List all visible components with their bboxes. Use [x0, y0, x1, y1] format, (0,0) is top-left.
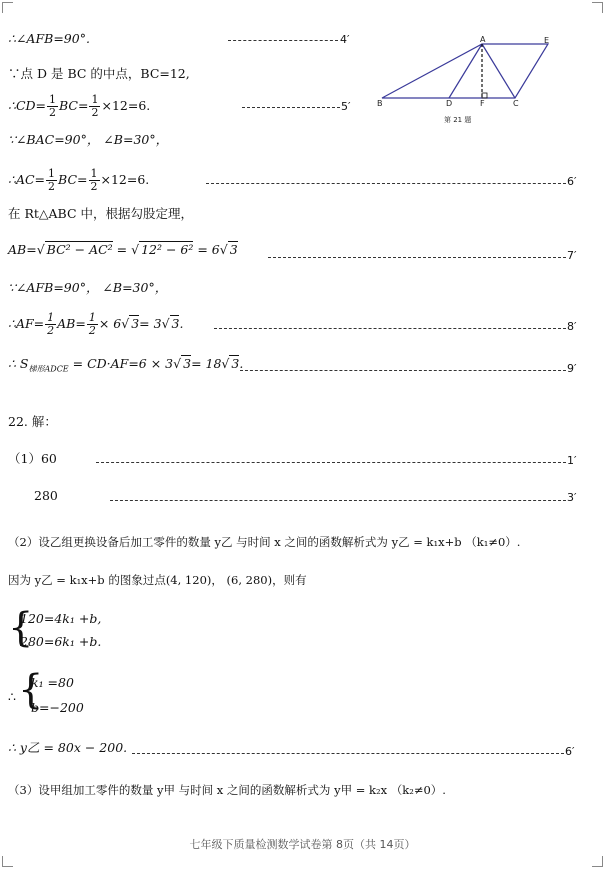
fraction-half	[89, 168, 100, 193]
frac-num: 1	[48, 167, 56, 180]
text-ab2: AB=	[57, 316, 86, 331]
text-af: ∴AF=	[8, 316, 45, 331]
text-ab: AB=	[8, 242, 37, 257]
leader-dots	[110, 500, 566, 501]
fraction-half	[46, 168, 57, 193]
frac-num: 1	[88, 311, 96, 324]
fraction-half	[89, 94, 100, 119]
step-ab: AB=√ BC² − AC² = √ 12² − 6² = 6√ 3	[8, 242, 238, 257]
frac-num: 1	[47, 311, 55, 324]
fraction-half	[87, 312, 98, 337]
answer-2-function: ∴ y乙 = 80x − 200.	[8, 740, 128, 755]
score-mark-4: 4′	[340, 33, 350, 46]
score-mark-3: 3′	[567, 491, 577, 504]
text-s: ∴ S	[8, 356, 29, 371]
frac-den: 2	[49, 106, 57, 119]
score-mark-6b: 6′	[565, 745, 575, 758]
score-mark-8: 8′	[567, 320, 577, 333]
label-e: E	[544, 36, 550, 45]
text-ac: ∴AC=	[8, 172, 46, 187]
label-f: F	[480, 99, 485, 108]
frac-den: 2	[47, 324, 55, 337]
fraction-half	[45, 312, 56, 337]
equation-1: 120=4k₁ +b,	[20, 611, 102, 626]
answer-1-280: 280	[34, 488, 58, 503]
leader-dots	[96, 462, 566, 463]
figure-caption: 第 21 题	[444, 116, 472, 124]
leader-dots	[206, 183, 566, 184]
brace-left: {	[8, 605, 34, 651]
leader-dots	[228, 40, 338, 41]
label-b: B	[377, 99, 383, 108]
part-3-setup: （3）设甲组加工零件的数量 y甲 与时间 x 之间的函数解析式为 y甲 = k₂x （k₂≠0）.	[8, 783, 446, 797]
leader-dots	[214, 328, 566, 329]
frac-den: 2	[48, 180, 56, 193]
brace-left: {	[18, 667, 44, 713]
step-angles: ∵∠BAC=90°， ∠B=30°，	[8, 132, 169, 147]
step-area: ∴ $S_{梯形ADCE} = CD\cdot AF=6 \times 3√$ 3= 18√ 3.	[8, 356, 244, 374]
text-cd: ∴CD=	[8, 98, 47, 113]
fraction-half	[47, 94, 58, 119]
frac-num: 1	[90, 167, 98, 180]
frac-num: 1	[49, 93, 57, 106]
score-mark-1: 1′	[567, 454, 577, 467]
text-eq: =	[112, 242, 132, 257]
label-c: C	[513, 99, 519, 108]
sqrt-3: 3	[229, 242, 238, 257]
sqrt-bc-ac: BC² − AC²	[46, 242, 113, 257]
text-cd-af: = CD·AF=6 × 3	[68, 356, 174, 371]
score-mark-5: 5′	[341, 100, 351, 113]
frac-den: 2	[90, 180, 98, 193]
subscript-trapezoid: 梯形ADCE	[28, 364, 69, 374]
part-2-points: 因为 y乙 = k₁x+b 的图象过点(4, 120)， (6, 280)，则有	[8, 573, 307, 587]
score-mark-6: 6′	[567, 175, 577, 188]
sqrt-3: 3	[183, 356, 192, 371]
sqrt-3: 3	[171, 316, 180, 331]
answer-1-60: （1）60	[8, 451, 57, 466]
step-cd	[8, 94, 150, 119]
right-angle-mark	[482, 93, 487, 98]
score-mark-9: 9′	[567, 362, 577, 375]
part-2-setup: （2）设乙组更换设备后加工零件的数量 y乙 与时间 x 之间的函数解析式为 y乙 = k₁x+b （k₁≠0）.	[8, 535, 521, 549]
frac-den: 2	[91, 106, 99, 119]
text-bc: BC=	[58, 172, 88, 187]
text-eq3: = 3	[139, 316, 162, 331]
geometry-figure	[376, 36, 556, 126]
step-af: ∴AF= $\frac{1}{2}$ AB= $\frac{1}{2}$ × 6√ 3= 3√ 3.	[8, 311, 184, 337]
corner-mark-tl	[2, 2, 13, 13]
text-6: = 6	[193, 242, 220, 257]
frac-den: 2	[88, 324, 96, 337]
step-afb-90: ∴∠AFB=90°.	[8, 31, 90, 46]
leader-dots	[132, 753, 564, 754]
sqrt-3: 3	[131, 316, 140, 331]
label-d: D	[446, 99, 453, 108]
text-eq18: = 18	[191, 356, 222, 371]
score-mark-7: 7′	[567, 249, 577, 262]
equation-2: 280=6k₁ +b.	[20, 634, 102, 649]
therefore-symbol: ∴	[8, 689, 16, 704]
text-period: .	[179, 316, 184, 331]
corner-mark-bl	[2, 856, 13, 867]
corner-mark-br	[592, 856, 603, 867]
page-footer: 七年级下质量检测数学试卷第 8页（共 14页）	[189, 838, 416, 851]
text-times12: ×12=6.	[100, 172, 150, 187]
label-a: A	[480, 36, 486, 44]
sqrt-12-6: 12² − 6²	[141, 242, 194, 257]
question-22-heading: 22. 解：	[8, 414, 57, 429]
step-angles-2: ∵∠AFB=90°， ∠B=30°，	[8, 280, 168, 295]
step-ac	[8, 168, 149, 193]
segment-ad	[449, 44, 482, 98]
sqrt-3: 3	[231, 356, 240, 371]
leader-dots	[268, 257, 566, 258]
text-times6: × 6	[98, 316, 122, 331]
leader-dots	[242, 107, 340, 108]
step-midpoint: ∵点 D 是 BC 的中点，BC=12,	[8, 66, 190, 81]
segment-ac	[482, 44, 515, 98]
frac-num: 1	[91, 93, 99, 106]
leader-dots	[240, 370, 566, 371]
text-times12: ×12=6.	[101, 98, 151, 113]
step-pythagoras: 在 Rt△ABC 中，根据勾股定理，	[8, 206, 194, 221]
solution-b: b=−200	[31, 700, 84, 715]
corner-mark-tr	[592, 2, 603, 13]
text-bc: BC=	[59, 98, 89, 113]
text-period: .	[239, 356, 244, 371]
solution-k1: k₁ =80	[31, 675, 74, 690]
